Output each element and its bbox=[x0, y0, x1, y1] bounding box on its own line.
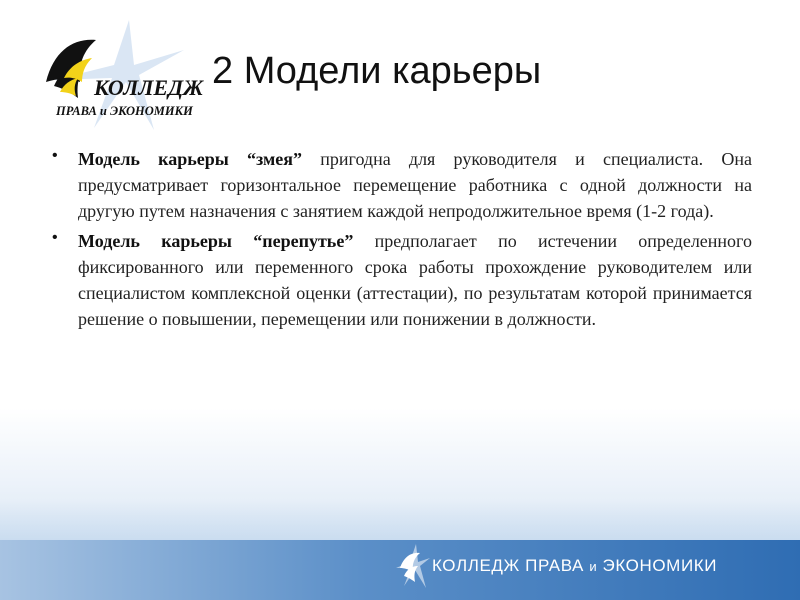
footer-part2: и bbox=[589, 559, 598, 574]
model-description: предполагает по истечении определенного фиксированного или переменного срока работы прохождение руководителем или специалистом комплексной оценки (аттестации), по результатам которой принимается решение о повышении, перемещении или понижении в должности. bbox=[78, 231, 752, 329]
footer-college-name bbox=[432, 556, 717, 576]
slide-title: 2 Модели карьеры bbox=[212, 50, 542, 92]
list-item bbox=[52, 146, 752, 224]
logo-line2: ПРАВА и ЭКОНОМИКИ bbox=[56, 104, 193, 118]
college-logo bbox=[34, 20, 204, 130]
bullet-icon: • bbox=[52, 229, 58, 246]
footer-glow bbox=[0, 500, 800, 540]
footer-part1: КОЛЛЕДЖ ПРАВА bbox=[432, 556, 590, 575]
paragraph bbox=[78, 228, 752, 332]
footer-logo-icon bbox=[396, 544, 430, 588]
list-item bbox=[52, 228, 752, 332]
bullet-list bbox=[52, 146, 752, 336]
paragraph bbox=[78, 146, 752, 224]
footer-part3: ЭКОНОМИКИ bbox=[597, 556, 718, 575]
model-name: Модель карьеры “змея” bbox=[78, 149, 303, 169]
model-description: пригодна для руководителя и специалиста. Она предусматривает горизонтальное перемещение работника с одной должности на другую путем назначения с занятием каждой непродолжительное время (1-2 года). bbox=[78, 149, 753, 221]
logo-line1: КОЛЛЕДЖ bbox=[94, 75, 204, 100]
model-name: Модель карьеры “перепутье” bbox=[78, 231, 354, 251]
bullet-icon: • bbox=[52, 147, 58, 164]
